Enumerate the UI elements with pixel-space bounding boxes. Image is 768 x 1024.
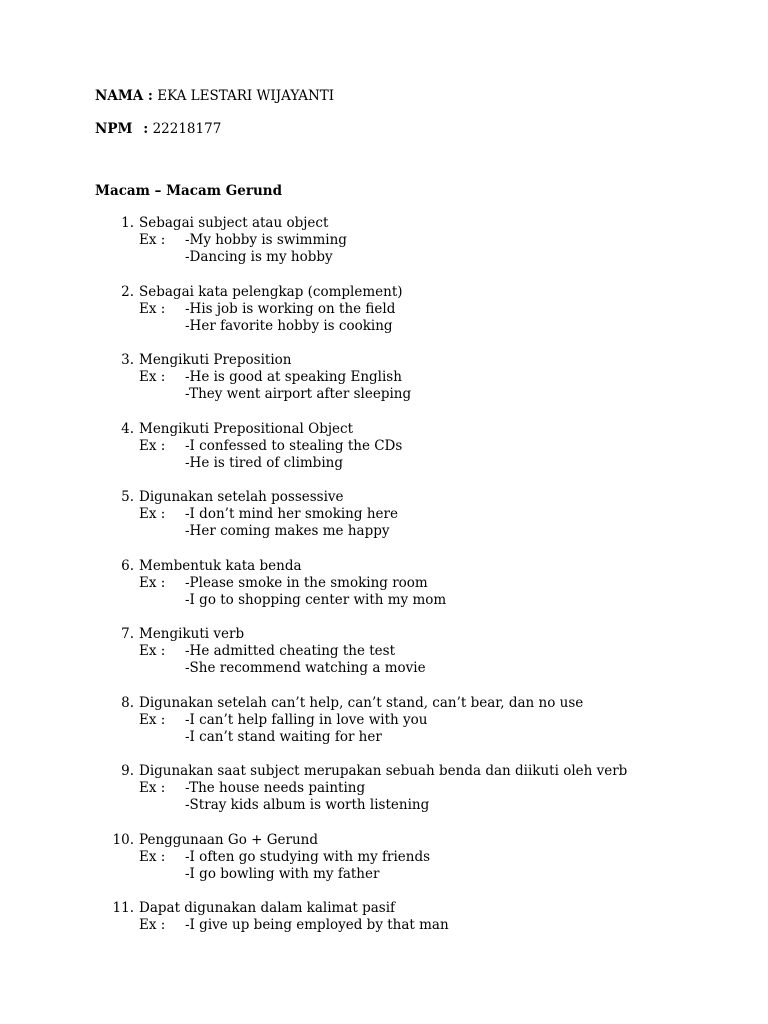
example-text: -They went airport after sleeping bbox=[185, 386, 412, 403]
list-item bbox=[0, 489, 768, 558]
example-text: -I confessed to stealing the CDs bbox=[185, 437, 403, 454]
name-value: EKA LESTARI WIJAYANTI bbox=[157, 88, 335, 104]
list-item bbox=[0, 763, 768, 832]
example-label: Ex : bbox=[139, 506, 166, 522]
list-item bbox=[0, 284, 768, 353]
example-label: Ex : bbox=[139, 711, 166, 728]
example-text: -I can’t stand waiting for her bbox=[185, 728, 382, 745]
item-title: Mengikuti verb bbox=[139, 626, 245, 642]
item-title: Digunakan saat subject merupakan sebuah benda dan diikuti oleh verb bbox=[139, 763, 628, 779]
item-title: Sebagai kata pelengkap (complement) bbox=[139, 283, 403, 300]
example-text: -My hobby is swimming bbox=[185, 232, 347, 248]
example-text: -He is tired of climbing bbox=[185, 454, 343, 471]
item-title: Digunakan setelah possessive bbox=[139, 489, 344, 505]
item-number: 2. bbox=[121, 283, 134, 300]
list-item bbox=[0, 352, 768, 421]
example-text: -I don’t mind her smoking here bbox=[185, 506, 398, 522]
gerund-list bbox=[0, 215, 768, 969]
npm-label: NPM bbox=[95, 121, 133, 137]
item-title: Penggunaan Go + Gerund bbox=[139, 831, 318, 848]
example-text: -He admitted cheating the test bbox=[185, 643, 396, 659]
list-item bbox=[0, 695, 768, 764]
item-number: 7. bbox=[121, 626, 134, 642]
npm-line bbox=[95, 121, 221, 137]
example-text: -Her coming makes me happy bbox=[185, 523, 390, 540]
npm-separator: : bbox=[143, 121, 149, 137]
item-number: 5. bbox=[121, 489, 134, 505]
example-label: Ex : bbox=[139, 917, 166, 933]
list-item bbox=[0, 626, 768, 695]
example-text: -Please smoke in the smoking room bbox=[185, 574, 428, 591]
example-text: -The house needs painting bbox=[185, 780, 366, 796]
list-item bbox=[0, 900, 768, 969]
list-item bbox=[0, 215, 768, 284]
example-text: -I go bowling with my father bbox=[185, 865, 380, 882]
item-title: Sebagai subject atau object bbox=[139, 215, 329, 231]
example-text: -She recommend watching a movie bbox=[185, 660, 426, 677]
section-heading: Macam – Macam Gerund bbox=[95, 183, 283, 199]
item-title: Mengikuti Preposition bbox=[139, 352, 292, 368]
example-text: -He is good at speaking English bbox=[185, 369, 402, 385]
name-label: NAMA : bbox=[95, 88, 153, 104]
item-number: 3. bbox=[121, 352, 134, 368]
item-title: Dapat digunakan dalam kalimat pasif bbox=[139, 900, 396, 916]
example-text: -I can’t help falling in love with you bbox=[185, 711, 428, 728]
item-number: 8. bbox=[121, 694, 134, 711]
example-text: -His job is working on the field bbox=[185, 300, 396, 317]
name-line bbox=[95, 88, 334, 104]
list-item bbox=[0, 558, 768, 627]
example-label: Ex : bbox=[139, 643, 166, 659]
example-text: -Her favorite hobby is cooking bbox=[185, 317, 393, 334]
example-label: Ex : bbox=[139, 232, 166, 248]
item-title: Mengikuti Prepositional Object bbox=[139, 420, 354, 437]
list-item bbox=[0, 832, 768, 901]
example-text: -Stray kids album is worth listening bbox=[185, 797, 430, 814]
example-label: Ex : bbox=[139, 574, 166, 591]
item-number: 10. bbox=[112, 831, 134, 848]
item-title: Membentuk kata benda bbox=[139, 557, 302, 574]
example-label: Ex : bbox=[139, 437, 166, 454]
example-label: Ex : bbox=[139, 848, 166, 865]
item-number: 6. bbox=[121, 557, 134, 574]
example-text: -I go to shopping center with my mom bbox=[185, 591, 447, 608]
example-label: Ex : bbox=[139, 369, 166, 385]
example-label: Ex : bbox=[139, 780, 166, 796]
item-title: Digunakan setelah can’t help, can’t stand, can’t bear, dan no use bbox=[139, 694, 584, 711]
example-text: -Dancing is my hobby bbox=[185, 249, 333, 266]
list-item bbox=[0, 421, 768, 490]
item-number: 1. bbox=[121, 215, 134, 231]
item-number: 4. bbox=[121, 420, 134, 437]
example-text: -I give up being employed by that man bbox=[185, 917, 449, 933]
example-label: Ex : bbox=[139, 300, 166, 317]
npm-value: 22218177 bbox=[152, 121, 222, 137]
item-number: 11. bbox=[112, 900, 134, 916]
item-number: 9. bbox=[121, 763, 134, 779]
example-text: -I often go studying with my friends bbox=[185, 848, 431, 865]
